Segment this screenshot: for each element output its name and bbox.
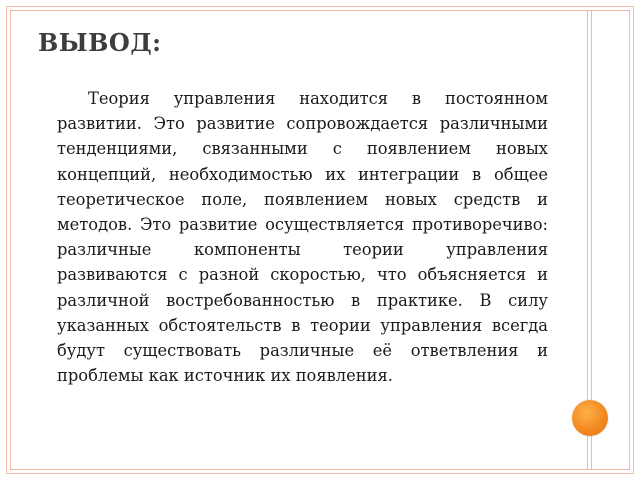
slide-body-text: Теория управления находится в постоянном развитии. Это развитие сопровождается различными тенденциями, связанными с появлением новых концепций, необходимостью их интеграции в общее теоретическое поле, появлением новых средств и методов. Это развитие осуществляется противоречиво: различные компоненты теории управления развиваются с разной скоростью, что объясняется и различной востребованностью в практике. В силу указанных обстоятельств в теории управления всегда будут существовать различные её ответвления и проблемы как источник их появления. — [57, 89, 548, 386]
vertical-divider-inner — [591, 10, 592, 405]
vertical-divider-bottom — [587, 435, 588, 470]
orange-circle-decoration — [572, 400, 608, 436]
slide-title: ВЫВОД: — [38, 28, 162, 57]
vertical-divider-bottom-inner — [591, 435, 592, 470]
vertical-divider — [587, 10, 588, 405]
